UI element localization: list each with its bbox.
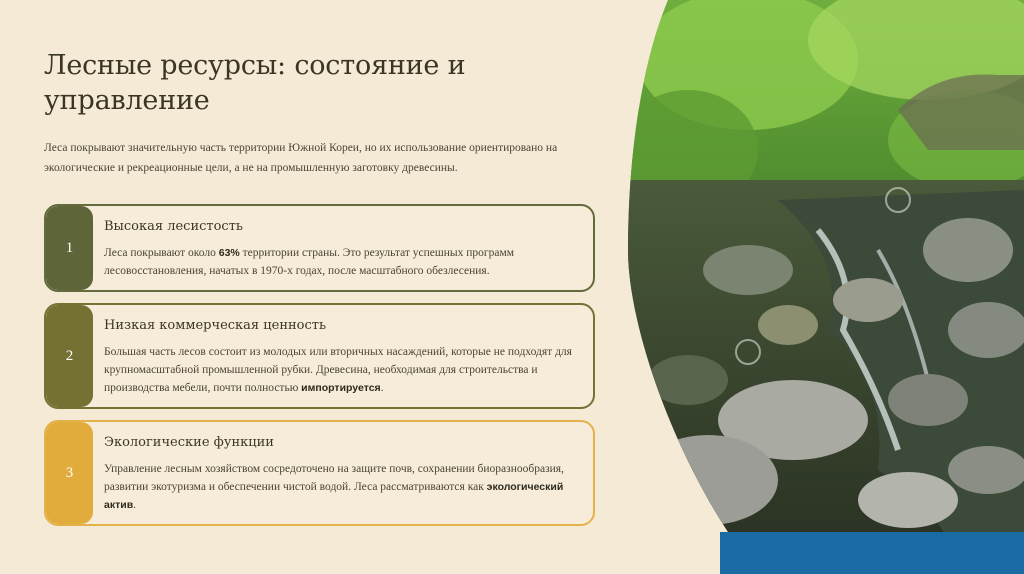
card-title: Низкая коммерческая ценность [104,318,327,333]
card-text-part: . [380,382,384,394]
card-text-part: территории страны. Это результат успешных программ лесовосстановления, начатых в 1970-х годах, после масштабного обезлесения. [104,247,515,277]
intro-paragraph: Леса покрывают значительную часть территории Южной Кореи, но их использование ориентировано на экологические и рекреационные цели, а не на промышленную заготовку древесины. [44,142,558,174]
card-ecological-functions [44,420,595,526]
card-body [104,317,579,397]
card-title: Экологические функции [104,435,274,450]
card-text [104,244,579,280]
card-number-badge: 1 [46,206,93,290]
card-text [104,343,579,397]
accent-band [720,532,1024,574]
card-title: Высокая лесистость [104,219,243,234]
card-text-bold: импортируется [301,382,381,394]
card-text-bold: экологический актив [104,481,564,511]
card-low-commercial-value [44,303,595,409]
forest-stream-photo [628,0,1024,574]
card-text-part: . [133,499,137,511]
slide-title: Лесные ресурсы: состояние и управление [44,50,466,116]
card-text [104,460,579,514]
card-high-forest-cover [44,204,595,292]
card-number-badge: 3 [46,422,93,524]
card-number-badge: 2 [46,305,93,407]
card-text-part: Леса покрывают около [104,247,219,259]
card-body [104,434,579,514]
card-text-part: Управление лесным хозяйством сосредоточено на защите почв, сохранении биоразнообразия, развитии экотуризма и обеспечении чистой водой. Леса рассматриваются как [104,463,564,493]
forest-photo-icon [628,0,1024,574]
card-text-part: Большая часть лесов состоит из молодых или вторичных насаждений, которые не подходят для крупномасштабной промышленной рубки. Древесина, необходимая для строительства и производства мебели, почти полностью [104,346,572,394]
card-text-bold: 63% [218,247,240,259]
card-body [104,218,579,280]
